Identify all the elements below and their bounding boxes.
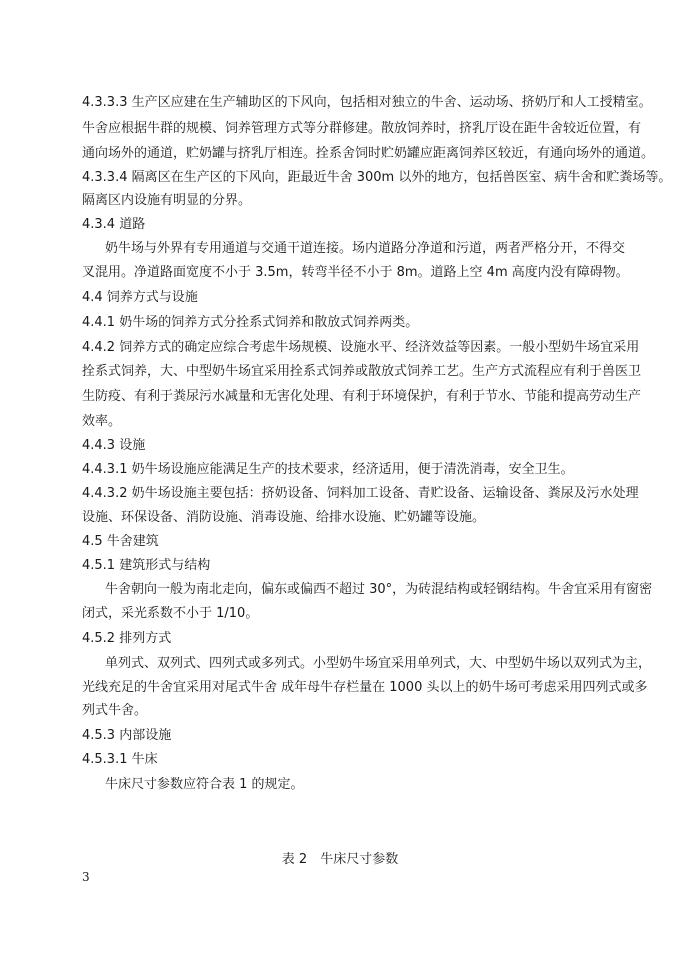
section-heading: 4.4.3 设施	[82, 438, 146, 453]
text-line: 拴系式饲养，大、中型奶牛场宜采用拴系式饲养或散放式饲养工艺。生产方式流程应有利于兽医卫	[82, 364, 642, 379]
text-line: 牛舍应根据牛群的规模、饲养管理方式等分群修建。散放饲养时，挤乳厅设在距牛舍较近位置，有	[82, 121, 642, 136]
text-line: 闭式，采光系数不小于 1/10。	[82, 606, 259, 621]
text-line: 隔离区内设施有明显的分界。	[82, 193, 252, 208]
text-line: 列式牛舍。	[82, 703, 148, 718]
section-heading: 4.5 牛舍建筑	[82, 534, 159, 549]
text-line: 通向场外的通道，贮奶罐与挤乳厅相连。拴系舍饲时贮奶罐应距离饲养区较近，有通向场外的通道。	[82, 146, 655, 161]
text-line: 4.3.3.4 隔离区在生产区的下风向，距最近牛舍 300m 以外的地方，包括兽医室、病牛舍和贮粪场等。	[82, 170, 672, 185]
section-heading: 4.3.4 道路	[82, 217, 146, 232]
text-line: 4.4.1 奶牛场的饲养方式分拴系式饲养和散放式饲养两类。	[82, 315, 419, 330]
text-line: 牛舍朝向一般为南北走向，偏东或偏西不超过 30°，为砖混结构或轻钢结构。牛舍宜采用有窗密	[105, 582, 653, 597]
section-heading: 4.4 饲养方式与设施	[82, 290, 198, 305]
text-line: 4.4.2 饲养方式的确定应综合考虑牛场规模、设施水平、经济效益等因素。一般小型奶牛场宜采用	[82, 340, 640, 355]
text-line: 4.3.3.3 生产区应建在生产辅助区的下风向，包括相对独立的牛舍、运动场、挤奶厅和人工授精室。	[82, 95, 652, 110]
page-number: 3	[82, 870, 90, 884]
text-line: 叉混用。净道路面宽度不小于 3.5m，转弯半径不小于 8m。道路上空 4m 高度内没有障碍物。	[82, 265, 629, 280]
table-caption: 表 2 牛床尺寸参数	[281, 852, 399, 867]
text-line: 4.4.3.1 奶牛场设施应能满足生产的技术要求，经济适用，便于清洗消毒，安全卫生。	[82, 462, 574, 477]
text-line: 光线充足的牛舍宜采用对尾式牛舍 成年母牛存栏量在 1000 头以上的奶牛场可考虑采用四列式或多	[82, 680, 648, 695]
text-line: 4.4.3.2 奶牛场设施主要包括：挤奶设备、饲料加工设备、青贮设备、运输设备、粪尿及污水处理	[82, 486, 639, 501]
section-heading: 4.5.3 内部设施	[82, 728, 172, 743]
text-line: 设施、环保设备、消防设施、消毒设施、给排水设施、贮奶罐等设施。	[82, 510, 486, 525]
text-line: 奶牛场与外界有专用通道与交通干道连接。场内道路分净道和污道，两者严格分开，不得交	[105, 241, 626, 256]
text-line: 牛床尺寸参数应符合表 1 的规定。	[105, 777, 304, 792]
section-heading: 4.5.2 排列方式	[82, 631, 172, 646]
text-line: 生防疫、有利于粪尿污水减量和无害化处理、有利于环境保护，有利于节水、节能和提高劳动生产	[82, 389, 642, 404]
text-line: 单列式、双列式、四列式或多列式。小型奶牛场宜采用单列式，大、中型奶牛场以双列式为主，	[105, 656, 652, 671]
section-heading: 4.5.1 建筑形式与结构	[82, 558, 211, 573]
text-line: 效率。	[82, 414, 122, 429]
section-heading: 4.5.3.1 牛床	[82, 752, 158, 767]
